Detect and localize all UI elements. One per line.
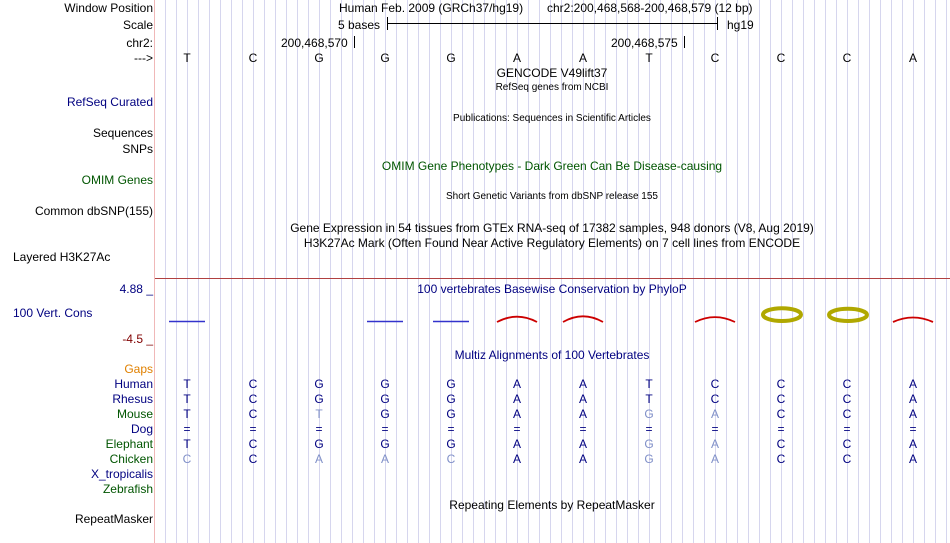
alignment-base: T — [645, 392, 653, 406]
alignment-base: = — [711, 422, 719, 436]
alignment-base: = — [909, 422, 917, 436]
refseq-track-subtitle[interactable]: RefSeq genes from NCBI — [495, 82, 609, 93]
alignment-base: A — [512, 392, 521, 406]
alignment-base: G — [644, 437, 654, 451]
alignment-base: G — [644, 407, 654, 421]
alignment-base: = — [447, 422, 455, 436]
alignment-base: C — [182, 452, 192, 466]
alignment-base: A — [908, 452, 917, 466]
reference-base: G — [314, 51, 324, 65]
species-label[interactable]: Chicken — [109, 452, 153, 466]
refseq-track-label[interactable]: RefSeq Curated — [66, 95, 153, 109]
alignment-base: T — [183, 377, 191, 391]
h3k27ac-track-label[interactable]: Layered H3K27Ac — [13, 250, 111, 264]
gtex-track-title[interactable]: Gene Expression in 54 tissues from GTEx RNA-seq of 17382 samples, 948 donors (V8, Aug 2019) — [290, 221, 814, 235]
phylop-graph — [169, 308, 933, 322]
alignment-base: A — [578, 437, 587, 451]
alignment-base: = — [315, 422, 323, 436]
phylop-logo-a — [893, 318, 933, 323]
alignment-base: C — [248, 392, 258, 406]
alignment-base: A — [578, 407, 587, 421]
alignment-base: A — [710, 437, 719, 451]
repeat-track-label[interactable]: RepeatMasker — [74, 512, 153, 526]
gencode-track-title[interactable]: GENCODE V49lift37 — [496, 66, 608, 80]
reference-base: T — [183, 51, 191, 65]
alignment-base: A — [710, 452, 719, 466]
cons-track-label[interactable]: 100 Vert. Cons — [13, 306, 93, 320]
omim-track-title[interactable]: OMIM Gene Phenotypes - Dark Green Can Be Disease-causing — [381, 159, 723, 173]
alignment-base: = — [843, 422, 851, 436]
alignment-base: C — [446, 452, 456, 466]
phylop-logo-a — [695, 317, 735, 322]
reference-base: A — [908, 51, 917, 65]
scale-label: Scale — [122, 18, 153, 32]
alignment-base: = — [381, 422, 389, 436]
alignment-base: A — [908, 392, 917, 406]
alignment-base: A — [578, 377, 587, 391]
alignment-base: T — [183, 437, 191, 451]
alignment-base: = — [183, 422, 191, 436]
reference-base: C — [710, 51, 720, 65]
species-label[interactable]: Rhesus — [112, 392, 153, 406]
alignment-base: C — [842, 437, 852, 451]
alignment-base: T — [183, 407, 191, 421]
alignment-base: A — [512, 437, 521, 451]
alignment-base: G — [380, 392, 390, 406]
dbsnp-track-title[interactable]: Short Genetic Variants from dbSNP release 155 — [446, 191, 658, 202]
h3k27ac-track-title[interactable]: H3K27Ac Mark (Often Found Near Active Regulatory Elements) on 7 cell lines from ENCODE — [303, 236, 801, 250]
alignment-base: G — [380, 407, 390, 421]
alignment-base: C — [842, 392, 852, 406]
alignment-base: A — [908, 407, 917, 421]
alignment-base: = — [579, 422, 587, 436]
alignment-base: = — [777, 422, 785, 436]
scale-right-text: hg19 — [727, 18, 754, 32]
species-label[interactable]: Dog — [130, 422, 153, 436]
alignment-base: C — [710, 377, 720, 391]
alignment-base: G — [380, 437, 390, 451]
species-label[interactable]: Elephant — [105, 437, 153, 451]
phylop-logo-c — [763, 308, 801, 321]
alignment-base: G — [380, 377, 390, 391]
cons-min-label: -4.5 _ — [122, 332, 153, 346]
alignment-base: C — [842, 407, 852, 421]
alignment-base: C — [710, 392, 720, 406]
alignment-base: C — [776, 407, 786, 421]
omim-track-label[interactable]: OMIM Genes — [81, 173, 153, 187]
alignment-base: A — [314, 452, 323, 466]
repeat-track-title[interactable]: Repeating Elements by RepeatMasker — [449, 498, 655, 512]
alignment-base: C — [248, 407, 258, 421]
reference-base: T — [645, 51, 653, 65]
chrom-label: chr2: — [126, 36, 153, 50]
alignment-base: G — [446, 407, 456, 421]
publications-track-title[interactable]: Publications: Sequences in Scientific Articles — [453, 113, 651, 124]
dbsnp-track-label[interactable]: Common dbSNP(155) — [34, 204, 153, 218]
alignment-base: T — [645, 377, 653, 391]
alignment-base: A — [380, 452, 389, 466]
alignment-base: C — [842, 377, 852, 391]
reference-base: A — [512, 51, 521, 65]
alignment-base: = — [249, 422, 257, 436]
alignment-base: A — [908, 437, 917, 451]
alignment-base: A — [512, 377, 521, 391]
alignment-base: T — [315, 407, 323, 421]
species-label[interactable]: Zebrafish — [102, 482, 153, 496]
coord-tick-2: 200,468,575 — [611, 36, 678, 50]
alignment-base: G — [644, 452, 654, 466]
reference-base: C — [248, 51, 258, 65]
alignment-base: A — [512, 407, 521, 421]
alignment-base: C — [248, 377, 258, 391]
alignment-base: A — [710, 407, 719, 421]
scale-bar — [387, 17, 718, 30]
alignment-base: C — [248, 437, 258, 451]
alignment-base: G — [314, 377, 324, 391]
reference-base: C — [776, 51, 786, 65]
reference-base: C — [842, 51, 852, 65]
species-label[interactable]: Human — [114, 377, 153, 391]
alignment-base: A — [512, 452, 521, 466]
alignment-base: G — [446, 392, 456, 406]
strand-label: ---> — [134, 51, 153, 65]
alignment-base: C — [776, 437, 786, 451]
reference-base: A — [578, 51, 587, 65]
gaps-label[interactable]: Gaps — [124, 362, 153, 376]
cons-max-label: 4.88 _ — [119, 282, 153, 296]
species-label[interactable]: X_tropicalis — [90, 467, 153, 481]
reference-base: G — [380, 51, 390, 65]
alignment-base: = — [645, 422, 653, 436]
species-label[interactable]: Mouse — [116, 407, 153, 421]
window-coords: chr2:200,468,568-200,468,579 (12 bp) — [547, 1, 753, 15]
alignment-base: C — [842, 452, 852, 466]
alignment-base: C — [248, 452, 258, 466]
alignment-base: A — [578, 452, 587, 466]
alignment-base: A — [908, 377, 917, 391]
coord-ticks — [355, 36, 685, 48]
cons-track-title[interactable]: 100 vertebrates Basewise Conservation by PhyloP — [417, 282, 687, 296]
alignment-base: G — [314, 437, 324, 451]
coord-tick-1: 200,468,570 — [281, 36, 348, 50]
scale-left-text: 5 bases — [338, 18, 381, 32]
phylop-logo-c — [829, 309, 867, 321]
sequences-label[interactable]: Sequences — [92, 126, 153, 140]
alignment-base: A — [578, 392, 587, 406]
alignment-base: G — [446, 437, 456, 451]
alignment-base: T — [183, 392, 191, 406]
reference-base: G — [446, 51, 456, 65]
alignment-base: C — [776, 452, 786, 466]
alignment-base: C — [776, 392, 786, 406]
multiz-track-title[interactable]: Multiz Alignments of 100 Vertebrates — [454, 348, 650, 362]
alignment-base: = — [513, 422, 521, 436]
alignment-base: G — [314, 392, 324, 406]
window-assembly: Human Feb. 2009 (GRCh37/hg19) — [339, 1, 524, 15]
window-position-label: Window Position — [64, 1, 153, 15]
phylop-logo-a — [563, 316, 603, 322]
alignment-base: C — [776, 377, 786, 391]
phylop-logo-a — [497, 317, 537, 322]
snps-label[interactable]: SNPs — [122, 142, 153, 156]
alignment-base: G — [446, 377, 456, 391]
